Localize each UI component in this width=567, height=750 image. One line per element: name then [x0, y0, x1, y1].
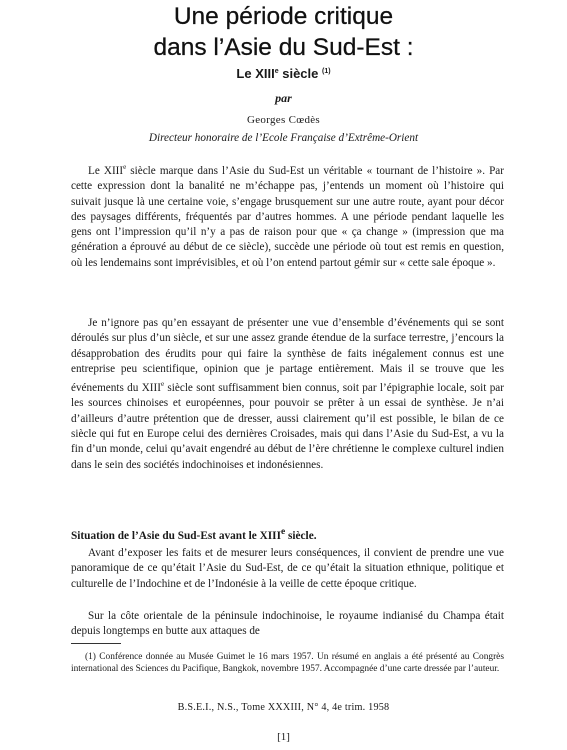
footnote: (1) Conférence donnée au Musée Guimet le 16 mars 1957. Un résumé en anglais a été présenté au Congrès international des Sciences du Pacifique, Bangkok, novembre 1957. Accompagnée d’une carte dressée par l’auteur.: [71, 652, 504, 675]
paragraph-1-text-a: Le XIII: [88, 165, 124, 177]
section-heading-text-b: siècle.: [285, 529, 317, 542]
author-name: Georges Cœdès: [246, 114, 321, 126]
page-number: [1]: [277, 731, 290, 743]
paragraph-4-text: Sur la côte orientale de la péninsule indochinoise, le royaume indianisé du Champa était depuis longtemps en butte aux attaques de: [71, 610, 504, 638]
paragraph-3: [71, 546, 504, 592]
paragraph-2-text-a: Je n’ignore pas qu’en essayant de présenter une vue d’ensemble d’événements qui se sont déroulés sur plus d’un siècle, et sur une assez grande étendue de la surface terrestre, j’encours la désapprobation des érudits pour qui faire la synthèse de faits inégalement connus est une entreprise peu scientifique, opinion que je partage entièrement. Mais il se trouve que les événements du XIII: [71, 317, 504, 395]
paragraph-1-text-b: siècle marque dans l’Asie du Sud-Est un véritable « tournant de l’histoire ». Par cette expression dont la banalité ne m’échappe pas, j’entends un moment où l’histoire qui suivait jusque là une certaine voie, s’engage brusquement sur une autre route, ayant pour décor des paysages différents, fréquentés par d’autres hommes. A une période pendant laquelle les gens ont l’impression qu’il n’y a pas de raison pour que « ça change » (impression que ma génération a éprouvé au début de ce siècle), succède une période où tout est remis en question, où les lendemains sont imprévisibles, et où l’on entend partout gémir sur « cette sale époque ».: [71, 165, 504, 269]
section-heading-superscript: e: [280, 527, 286, 537]
section-heading-text-a: Situation de l’Asie du Sud-Est avant le XIII: [71, 529, 281, 542]
paragraph-2-text-b: siècle sont suffisamment bien connus, soit par l’épigraphie locale, soit par les sources chinoises et européennes, pour pouvoir se prêter à un essai de synthèse. Je n’ai d’ailleurs d’autre prétention que de dresser, aussi clairement qu’il est possible, le bilan de ce siècle qui fut en Europe celui des dernières Croisades, mais qui dans l’Asie du Sud-Est, a vu la fin d’un monde, celui qu’avait engendré au début de l’ère chrétienne le complexe culturel indien dans le sein des sociétés indochinoises et indonésiennes.: [71, 382, 504, 471]
paragraph-2: [71, 316, 504, 473]
paragraph-3-text: Avant d’exposer les faits et de mesurer leurs conséquences, il convient de prendre une vue panoramique de ce qu’était l’Asie du Sud-Est, de ce qu’était la situation ethnique, politique et culturelle de l’Indochine et de l’Indonésie à la veille de cette époque critique.: [71, 547, 504, 590]
paragraph-1-superscript: e: [123, 163, 127, 171]
article-subtitle: [0, 64, 567, 82]
author-affiliation: Directeur honoraire de l’Ecole Française d’Extrême-Orient: [148, 132, 419, 144]
footnote-marker: (1): [322, 68, 331, 75]
article-title-line-2: dans l’Asie du Sud-Est :: [153, 34, 414, 61]
subtitle-text: Le XIII: [236, 66, 275, 81]
footnote-divider: [71, 643, 121, 644]
journal-citation: B.S.E.I., N.S., Tome XXXIII, N° 4, 4e trim. 1958: [177, 702, 390, 713]
paragraph-2-superscript: e: [160, 380, 165, 389]
subtitle-superscript: e: [274, 68, 279, 75]
section-heading: [71, 527, 504, 542]
paragraph-1: [71, 160, 504, 271]
byline-par: par: [275, 91, 292, 105]
paragraph-4: [71, 609, 504, 640]
subtitle-text-rest: siècle: [278, 66, 322, 81]
article-title-line-1: Une période critique: [173, 3, 394, 30]
